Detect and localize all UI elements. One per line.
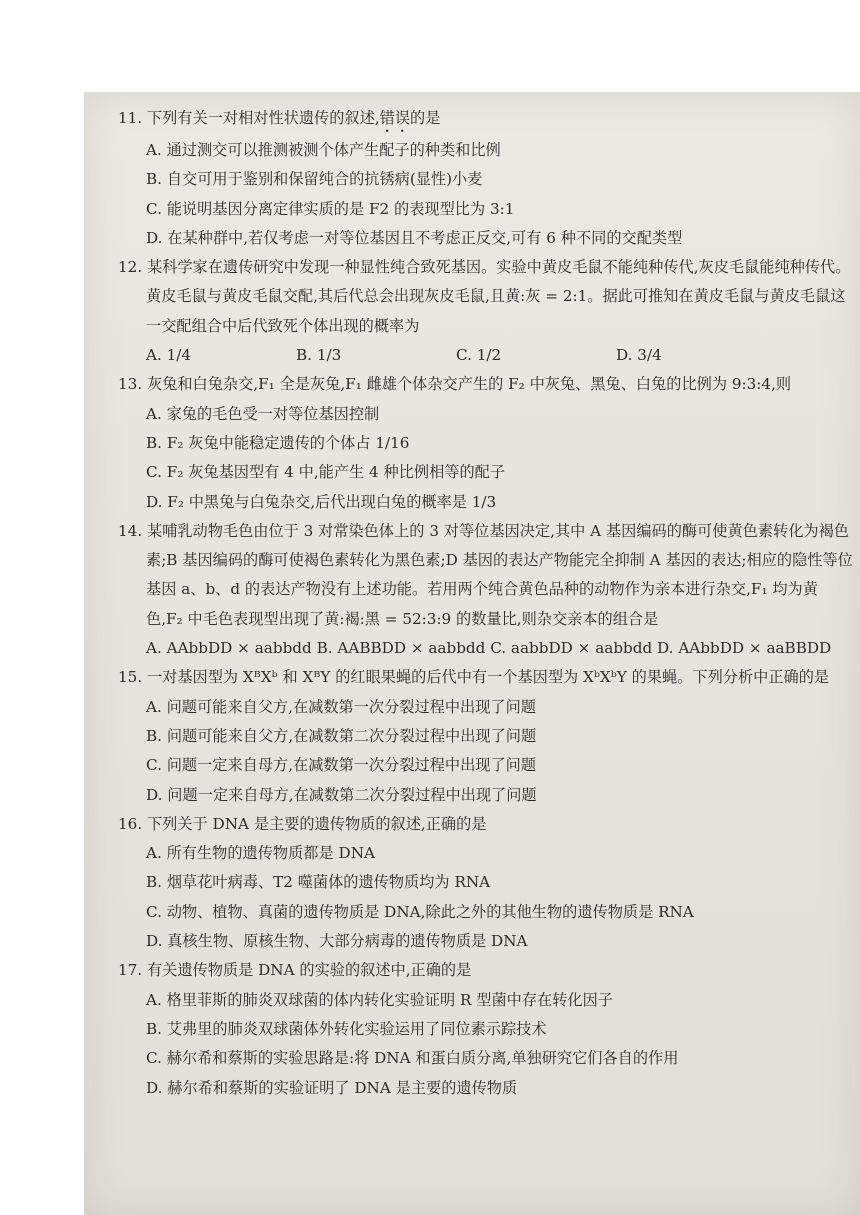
question-16-option-d: D. 真核生物、原核生物、大部分病毒的遗传物质是 DNA [146, 932, 528, 951]
question-12-stem: 12. 某科学家在遗传研究中发现一种显性纯合致死基因。实验中黄皮毛鼠不能纯种传代,灰皮毛鼠能纯种传代。黄皮毛鼠与黄皮毛鼠交配,其后代总会出现灰皮毛鼠,且黄:灰 = 2:1。据此可推知在黄皮毛鼠与黄皮毛鼠这一交配组合中后代致死个体出现的概率为 [118, 258, 851, 335]
question-11-stem-c: 的是 [410, 109, 441, 127]
question-16-option-b: B. 烟草花叶病毒、T2 噬菌体的遗传物质均为 RNA [146, 873, 491, 892]
question-12-option-c: C. 1/2 [456, 346, 502, 365]
question-15-option-d: D. 问题一定来自母方,在减数第二次分裂过程中出现了问题 [146, 785, 537, 804]
question-15-stem: 15. 一对基因型为 XᴮXᵇ 和 XᴮY 的红眼果蝇的后代中有一个基因型为 XᵇXᵇY 的果蝇。下列分析中正确的是 [118, 668, 830, 687]
exam-page-photo [84, 92, 860, 1215]
question-11-option-c: C. 能说明基因分离定律实质的是 F2 的表现型比为 3:1 [146, 199, 515, 218]
question-17-stem: 17. 有关遗传物质是 DNA 的实验的叙述中,正确的是 [118, 961, 472, 980]
question-12-option-b: B. 1/3 [296, 346, 342, 365]
question-16-option-c: C. 动物、植物、真菌的遗传物质是 DNA,除此之外的其他生物的遗传物质是 RNA [146, 902, 694, 921]
question-11-emphasis: 错误 [379, 109, 410, 127]
question-13-option-b: B. F₂ 灰兔中能稳定遗传的个体占 1/16 [146, 433, 410, 452]
question-15-option-b: B. 问题可能来自父方,在减数第二次分裂过程中出现了问题 [146, 726, 537, 745]
question-17-option-a: A. 格里菲斯的肺炎双球菌的体内转化实验证明 R 型菌中存在转化因子 [146, 990, 613, 1009]
question-15-option-c: C. 问题一定来自母方,在减数第一次分裂过程中出现了问题 [146, 756, 537, 775]
question-11-stem [118, 104, 854, 136]
question-11-option-a: A. 通过测交可以推测被测个体产生配子的种类和比例 [146, 141, 501, 159]
question-13-option-a: A. 家兔的毛色受一对等位基因控制 [146, 404, 380, 423]
question-12-options [118, 341, 854, 370]
question-14-stem: 14. 某哺乳动物毛色由位于 3 对常染色体上的 3 对等位基因决定,其中 A 基因编码的酶可使黄色素转化为褐色素;B 基因编码的酶可使褐色素转化为黑色素;D 基因的表达产物能完全抑制 A 基因的表达;相应的隐性等位基因 a、b、d 的表达产物没有上述功能。若用两个纯合黄色品种的动物作为亲本进行杂交,F₁ 均为黄色,F₂ 中毛色表现型出现了黄:褐:黑 = 52:3:9 的数量比,则杂交亲本的组合是 [118, 521, 853, 628]
question-11-option-d: D. 在某种群中,若仅考虑一对等位基因且不考虑正反交,可有 6 种不同的交配类型 [146, 228, 683, 247]
question-17-option-c: C. 赫尔希和蔡斯的实验思路是:将 DNA 和蛋白质分离,单独研究它们各自的作用 [146, 1049, 679, 1068]
question-13-option-c: C. F₂ 灰兔基因型有 4 中,能产生 4 种比例相等的配子 [146, 463, 506, 482]
question-12-option-a: A. 1/4 [146, 346, 192, 365]
question-16-option-a: A. 所有生物的遗传物质都是 DNA [146, 844, 375, 863]
question-13-option-d: D. F₂ 中黑兔与白兔杂交,后代出现白兔的概率是 1/3 [146, 492, 497, 511]
question-list [118, 104, 854, 1103]
question-15-option-a: A. 问题可能来自父方,在减数第一次分裂过程中出现了问题 [146, 697, 536, 716]
question-11-option-b: B. 自交可用于鉴别和保留纯合的抗锈病(显性)小麦 [146, 170, 483, 189]
question-17-option-d: D. 赫尔希和蔡斯的实验证明了 DNA 是主要的遗传物质 [146, 1078, 518, 1097]
question-11-stem-a: 11. 下列有关一对相对性状遗传的叙述, [118, 109, 380, 127]
question-17-option-b: B. 艾弗里的肺炎双球菌体外转化实验运用了同位素示踪技术 [146, 1019, 547, 1038]
question-13-stem: 13. 灰兔和白兔杂交,F₁ 全是灰兔,F₁ 雌雄个体杂交产生的 F₂ 中灰兔、黑兔、白兔的比例为 9:3:4,则 [118, 375, 792, 394]
question-12-option-d: D. 3/4 [616, 346, 662, 365]
question-14-options: A. AAbbDD × aabbdd B. AABBDD × aabbdd C. aabbDD × aabbdd D. AAbbDD × aaBBDD [146, 639, 832, 658]
question-16-stem: 16. 下列关于 DNA 是主要的遗传物质的叙述,正确的是 [118, 814, 487, 833]
